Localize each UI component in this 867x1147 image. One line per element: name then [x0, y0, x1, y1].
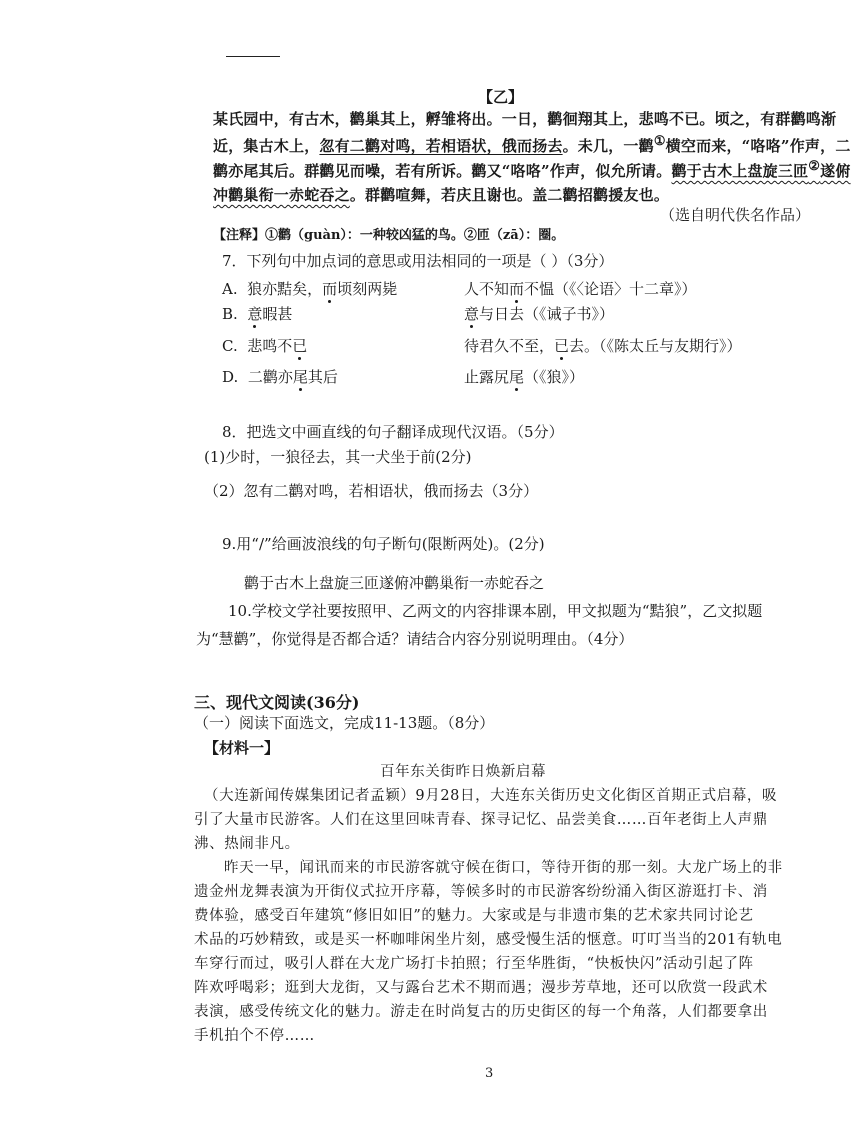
option-text: 不愠（《〈论语〉十二章》）	[524, 280, 697, 298]
option-text: （《狼》）	[524, 368, 585, 386]
material-p2-line-8: 手机拍个不停……	[194, 1028, 315, 1044]
material-p1-line-2: 引了大量市民游客。人们在这里回味青春、探寻记忆、品尝美食……百年老街上人声鼎	[194, 812, 768, 828]
passage-source: （选自明代佚名作品）	[660, 206, 811, 224]
q7-option-c	[222, 335, 307, 356]
material-p2-line-1: 昨天一早，闻讯而来的市民游客就守候在街口，等待开街的那一刻。大龙广场上的非	[224, 860, 783, 876]
q7-option-b-compare	[464, 303, 614, 324]
option-text: 暇甚	[262, 305, 293, 323]
dotted-word: 尾	[509, 368, 525, 386]
material-p2-line-6: 阵欢呼喝彩；逛到大龙街，又与露台艺术不期而遇；漫步芳草地，还可以欣赏一段武术	[194, 980, 768, 996]
q8-sub-1: (1)少时，一狼径去，其一犬坐于前(2分)	[204, 448, 472, 466]
wavy-text: 遂俯	[820, 162, 851, 180]
wavy-text: 冲鹳巢衔一赤蛇吞之	[213, 186, 350, 204]
passage-text: 横空而来，“咯咯”作声，二	[665, 137, 851, 155]
option-text: 其后	[307, 368, 338, 386]
wavy-text: 鹳于古木上盘旋三匝	[671, 162, 809, 180]
material-p2-line-7: 表演，感受传统文化的魅力。游走在时尚复古的历史街区的每一个角落，人们都要拿出	[194, 1004, 768, 1020]
material-label: 【材料一】	[204, 739, 280, 757]
wavy-sentence	[671, 159, 851, 180]
option-text: 顷刻两毙	[337, 280, 398, 298]
q7-option-a-compare	[464, 278, 697, 299]
material-p2-line-3: 费体验，感受百年建筑“修旧如旧”的魅力。大家或是与非遗市集的艺术家共同讨论艺	[194, 908, 754, 924]
passage-text: 近，集古木上，	[213, 137, 320, 155]
q7-stem: 7．下列句中加点词的意思或用法相同的一项是（ ）（3分）	[222, 252, 614, 270]
section-3-heading: 三、现代文阅读(36分)	[194, 693, 360, 712]
option-letter: D.	[222, 368, 239, 386]
material-title: 百年东关街昨日焕新启幕	[380, 764, 547, 780]
option-text: 止露尻	[464, 368, 510, 386]
passage-line-1: 某氏园中，有古木，鹳巢其上，孵雏将出。一日，鹳徊翔其上，悲鸣不已。顷之，有群鹳鸣渐	[213, 110, 837, 128]
material-p2-line-4: 术品的巧妙精致，或是买一杯咖啡闲坐片刻，感受慢生活的惬意。叮叮当当的201有轨电	[194, 932, 783, 948]
option-text: 狼亦黠矣，	[247, 280, 323, 298]
option-text: 去。（《陈太丘与友期行》）	[569, 337, 742, 355]
dotted-word: 已	[292, 337, 308, 355]
dotted-word: 而	[509, 280, 525, 298]
footnote-marker: ①	[653, 134, 666, 149]
dotted-word: 意	[247, 305, 263, 323]
passage-text: 。群鹳喧舞，若庆且谢也。盖二鹳招鹳援友也。	[349, 186, 670, 204]
material-p2-line-5: 车穿行而过，吸引人群在大龙广场打卡拍照；行至华胜街，“快板快闪”活动引起了阵	[194, 956, 754, 972]
material-p1-line-1: （大连新闻传媒集团记者孟颖）9月28日，大连东关街历史文化街区首期正式启幕，吸	[204, 788, 778, 804]
q7-option-b	[222, 303, 292, 324]
material-p1-line-3: 沸、热闹非凡。	[194, 836, 300, 852]
q7-option-c-compare	[464, 335, 742, 356]
passage-text: 。未几，一鹳	[562, 137, 654, 155]
q10-line-2: 为“慧鹳”，你觉得是否都合适？请结合内容分别说明理由。（4分）	[196, 630, 634, 648]
passage-text: 鹳亦尾其后。群鹳见而噪，若有所诉。鹳又“咯咯”作声，似允所请。	[213, 162, 672, 180]
option-letter: A.	[222, 280, 238, 298]
q10-line-1: 10.学校文学社要按照甲、乙两文的内容排课本剧，甲文拟题为“黠狼”，乙文拟题	[228, 602, 763, 620]
q7-option-d	[222, 366, 338, 387]
material-p2-line-2: 遗金州龙舞表演为开街仪式拉开序幕，等候多时的市民游客纷纷涌入街区游逛打卡、消	[194, 884, 768, 900]
passage-line-4	[213, 184, 669, 205]
q9-sentence: 鹳于古木上盘旋三匝遂俯冲鹳巢衔一赤蛇吞之	[244, 574, 545, 592]
dotted-word: 而	[322, 280, 338, 298]
option-text: 与日去（《诫子书》）	[479, 305, 615, 323]
passage-note: 【注释】①鹳（guàn）：一种较凶猛的鸟。②匝（zā）：圈。	[213, 228, 565, 243]
passage-line-2	[213, 134, 851, 156]
option-letter: B.	[222, 305, 238, 323]
q8-stem: 8．把选文中画直线的句子翻译成现代汉语。（5分）	[222, 423, 564, 441]
passage-heading: 【乙】	[478, 88, 524, 106]
dotted-word: 已	[554, 337, 570, 355]
q8-sub-2: （2）忽有二鹳对鸣，若相语状，俄而扬去（3分）	[204, 482, 539, 500]
dotted-word: 意	[464, 305, 480, 323]
underlined-sentence: 忽有二鹳对鸣，若相语状，俄而扬去	[319, 137, 563, 155]
q7-option-d-compare	[464, 366, 584, 387]
passage-line-3	[213, 159, 851, 181]
top-rule	[226, 56, 280, 57]
option-text: 人不知	[464, 280, 510, 298]
option-text: 二鹳亦	[247, 368, 293, 386]
dotted-word: 尾	[292, 368, 308, 386]
option-letter: C.	[222, 337, 238, 355]
footnote-marker: ②	[808, 159, 821, 174]
q9-stem: 9.用“/”给画波浪线的句子断句(限断两处)。(2分)	[222, 535, 545, 553]
option-text: 悲鸣不	[247, 337, 293, 355]
q7-option-a	[222, 278, 397, 299]
page-number: 3	[485, 1066, 494, 1081]
section-3-subheading: （一）阅读下面选文，完成11-13题。（8分）	[194, 714, 495, 732]
option-text: 待君久不至，	[464, 337, 555, 355]
